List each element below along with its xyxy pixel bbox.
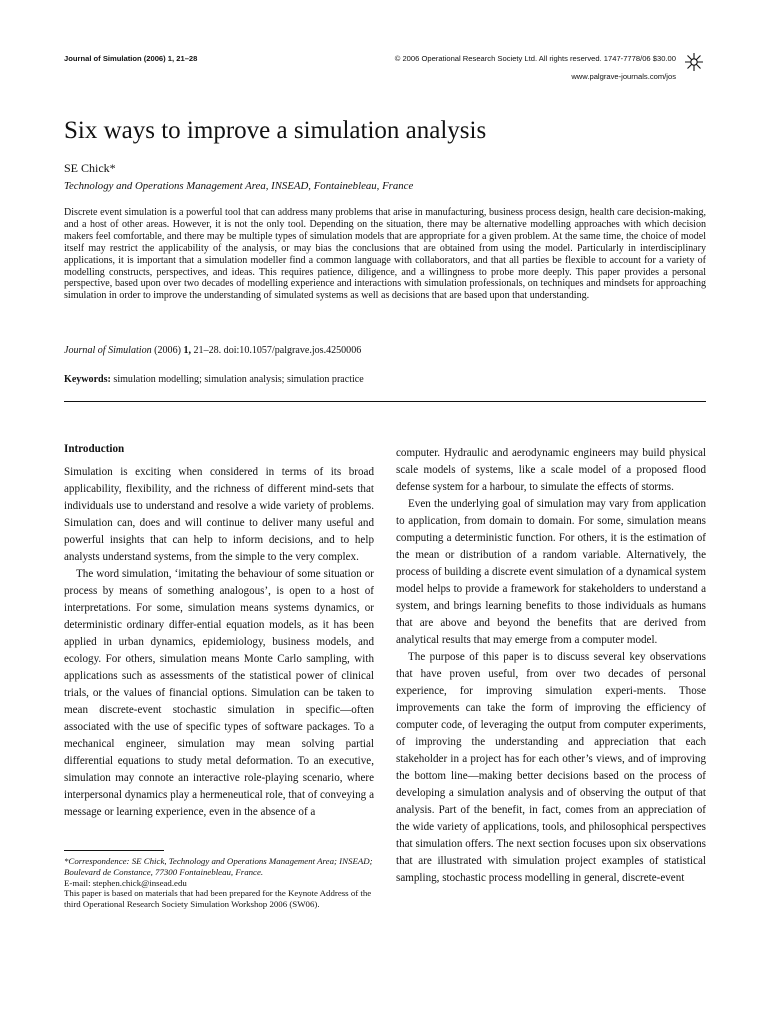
- abstract: Discrete event simulation is a powerful tool that can address many problems that arise in manufacturing, business process design, health care decision-making, and a host of other areas. However, it is not the only tool. Depending on the situation, there may be alternative modelling approaches with which decision makers feel comfortable, and there may be multiple types of simulation models that are appropriate for a given problem. At the same time, the choice of model itself may restrict the applicability of the analysis, or may bias the conclusions that are obtained from using the model. Particularly in interdisciplinary applications, it is important that a simulation modeller find a common language with collaborators, and that all parties be flexible to account for a variety of modelling constructs, perspectives, and ideas. This requires patience, diligence, and a willingness to probe more deeply. This paper provides a personal perspective, based upon over two decades of modelling experience and interactions with simulation professionals, on techniques and mindsets for approaching simulation in order to improve the understanding of simulated systems as well as decisions that are based upon that understanding.: [64, 207, 706, 302]
- footnote-note: This paper is based on materials that had been prepared for the Keynote Address of the third Operational Research Society Simulation Workshop 2006 (SW06).: [64, 888, 372, 910]
- section-heading: Introduction: [64, 443, 125, 455]
- paragraph: Simulation is exciting when considered in terms of its broad applicability, flexibility, and the richness of different mind-sets that individuals use to understand and resolve a wide variety of problems. Simulation can, does and will continue to deliver many useful and powerful insights that can help to inform decisions, and to help analysts understand systems, from the simple to the very complex.: [64, 466, 374, 563]
- paragraph: Even the underlying goal of simulation may vary from application to application, from domain to domain. For some, simulation means computing a deterministic function. For others, it is the estimation of the mean or distribution of a random variable. Alternatively, the process of building a discrete event simulation of a dynamical system model helps to provide a framework for stakeholders to understand a system, and brings learning benefits to those individuals as humans that are above and beyond the benefits that are derived from analytical results that may emerge from a computer model.: [396, 498, 706, 646]
- citation-volume: 1,: [183, 345, 192, 356]
- journal-url[interactable]: www.palgrave-journals.com/jos: [571, 72, 676, 81]
- footnote: [64, 856, 376, 910]
- footnote-email: E-mail: stephen.chick@insead.edu: [64, 877, 187, 888]
- citation-line: [64, 345, 361, 356]
- author-name: SE Chick*: [64, 161, 116, 175]
- keywords: [64, 374, 364, 385]
- journal-reference: Journal of Simulation (2006) 1, 21–28: [64, 54, 198, 63]
- paragraph: The purpose of this paper is to discuss several key observations that have proven useful, from over two decades of personal experience, for improving simulation experi-ments. Those improvements can take the form of improving the efficiency of computer code, of leveraging the output from computer experiments, of improving the understanding and appreciation that each stakeholder in a project has for each other’s views, and of improving the bottom line—making better decisions based on the process of developing a simulation analysis and of observing the output of that analysis. Part of the benefit, in fact, comes from an appreciation of the wide variety of applications, tools, and philosophical perspectives that simulation offers. The next section focuses upon six observations that are illustrated with simulation project examples of statistical sampling, stochastic process modelling in general, discrete-event: [396, 651, 706, 884]
- footnote-correspondence: *Correspondence: SE Chick, Technology and Operations Management Area; INSEAD; Boulevard de Constance, 77300 Fontainebleau, France.: [64, 856, 373, 877]
- keywords-text: simulation modelling; simulation analysis; simulation practice: [113, 374, 364, 385]
- right-column: [396, 445, 706, 887]
- citation-pages-doi: 21–28. doi:10.1057/palgrave.jos.4250006: [193, 345, 362, 356]
- running-header: [64, 52, 704, 82]
- palgrave-star-icon: [684, 52, 704, 72]
- footnote-divider: [64, 850, 164, 851]
- citation-year: (2006): [154, 345, 181, 356]
- paragraph: The word simulation, ‘imitating the behaviour of some situation or process by means of something analogous’, is open to a host of interpretations. For some, simulation means systems dynamics, or deterministic ordinary differ-ential equation models, as it has been applied in urban dynamics, epidemiology, business models, and ecology. For others, simulation means Monte Carlo sampling, with applications such as assessments of the statistical power of clinical trials, or the values of financial options. Simulation can be taken to mean discrete-event stochastic simulation in specific—often associated with the use of specific types of software packages. To a mechanical engineer, simulation may mean solving partial differential equations to study metal deformation. To an executive, simulation may connote an interactive role-playing scenario, where interpersonal dynamics play a hermeneutical role, that of conveying a message or learning experience, even in the absence of a: [64, 568, 374, 818]
- keywords-label: Keywords:: [64, 374, 111, 385]
- left-column: [64, 464, 374, 821]
- header-divider: [64, 401, 706, 402]
- citation-journal: Journal of Simulation: [64, 345, 152, 356]
- paper-title: Six ways to improve a simulation analysis: [64, 117, 487, 144]
- paragraph: computer. Hydraulic and aerodynamic engineers may build physical scale models of systems, like a scale model of a proposed flood defense system for a harbour, to simulate the effects of storms.: [396, 447, 706, 493]
- copyright-notice: © 2006 Operational Research Society Ltd. All rights reserved. 1747-7778/06 $30.00: [394, 54, 676, 63]
- author-affiliation: Technology and Operations Management Area, INSEAD, Fontainebleau, France: [64, 180, 414, 192]
